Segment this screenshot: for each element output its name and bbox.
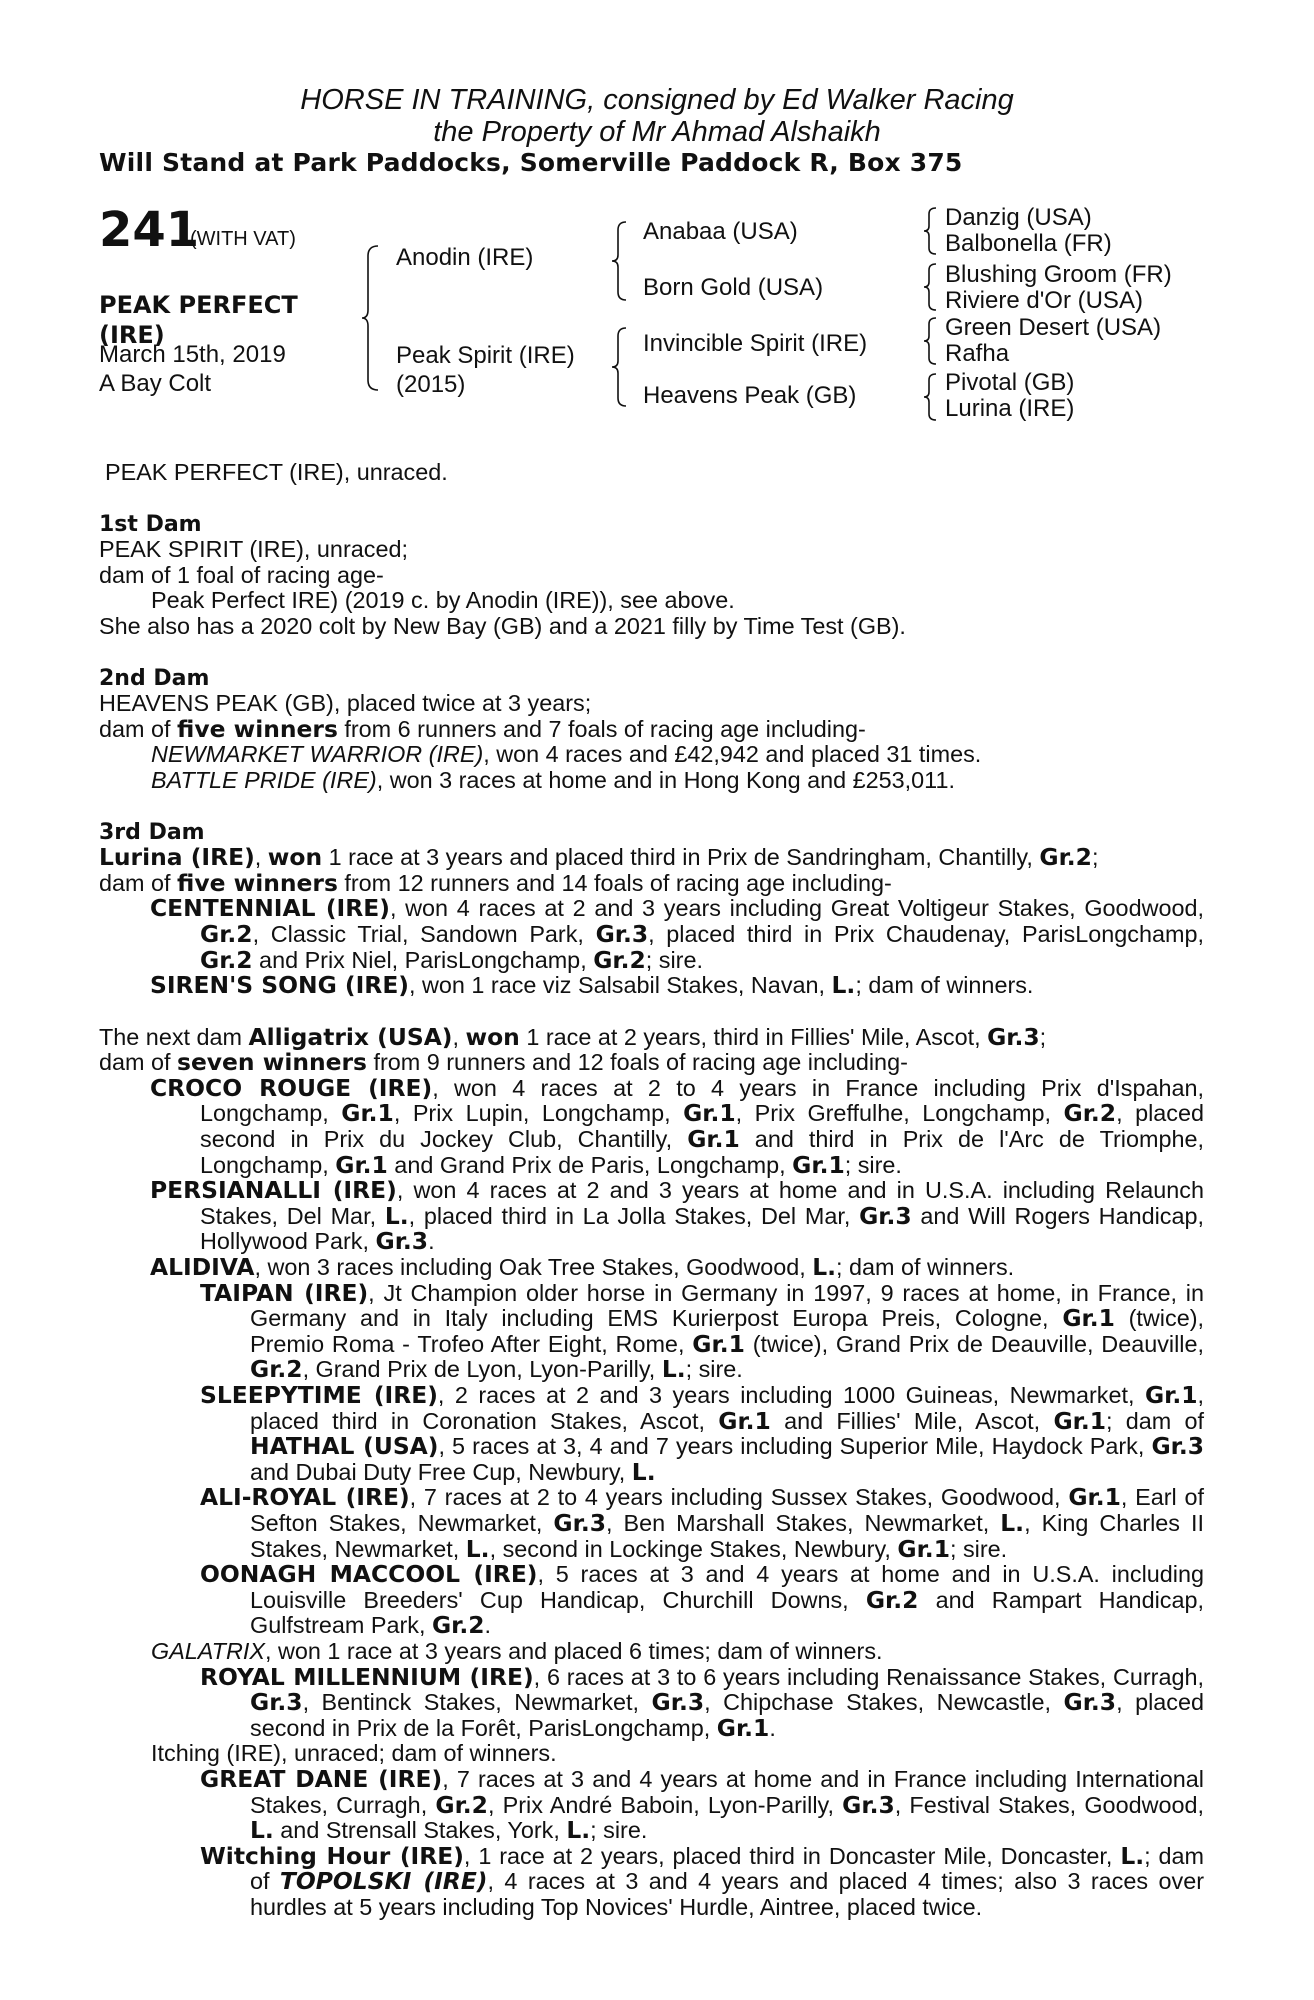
pedigree-brace-ss: [922, 206, 940, 256]
pedigree-dam-sire: Invincible Spirit (IRE): [643, 330, 868, 357]
first-dam-note: She also has a 2020 colt by New Bay (GB) and a 2021 filly by Time Test (GB).: [99, 612, 906, 639]
next-dam-line2: dam of seven winners from 9 runners and 12 foals of racing age including-: [99, 1048, 908, 1077]
first-dam-line1: PEAK SPIRIT (IRE), unraced;: [99, 536, 408, 563]
runner-alidiva: ALIDIVA, won 3 races including Oak Tree Stakes, Goodwood, L.; dam of winners.: [150, 1253, 1015, 1282]
pedigree-brace-main: [360, 244, 382, 392]
pedigree-sire-dam: Born Gold (USA): [643, 274, 824, 301]
first-dam-heading: 1st Dam: [99, 511, 202, 537]
runner-galatrix: GALATRIX, won 1 race at 3 years and placed 6 times; dam of winners.: [151, 1637, 883, 1664]
pedigree-sdd: Riviere d'Or (USA): [945, 287, 1143, 314]
pedigree-ddd: Lurina (IRE): [945, 395, 1075, 422]
pedigree-dam-year: (2015): [396, 371, 466, 398]
horse-name-line1: PEAK PERFECT: [99, 291, 298, 319]
pedigree-sire: Anodin (IRE): [396, 244, 534, 271]
pedigree-sds: Blushing Groom (FR): [945, 261, 1172, 288]
second-dam-line1: HEAVENS PEAK (GB), placed twice at 3 years;: [99, 690, 592, 717]
pedigree-dss: Green Desert (USA): [945, 314, 1162, 341]
first-dam-foal: Peak Perfect IRE) (2019 c. by Anodin (IRE)), see above.: [151, 587, 735, 614]
horse-description: A Bay Colt: [99, 370, 212, 397]
first-dam-line2: dam of 1 foal of racing age-: [99, 561, 384, 588]
pedigree-brace-dd: [922, 372, 940, 422]
runner-croco-rouge: CROCO ROUGE (IRE), won 4 races at 2 to 4 years in France including Prix d'Ispahan, Longchamp, Gr.1, Prix Lupin, Longchamp, Gr.1, Prix Greffulhe, Longchamp, Gr.2, placed second in Prix du Jockey Club, Chantilly, Gr.1 and third in Prix de l'Arc de Triomphe, Longchamp, Gr.1 and Grand Prix de Paris, Longchamp, Gr.1; sire.: [150, 1073, 1204, 1179]
runner-ali-royal: ALI-ROYAL (IRE), 7 races at 2 to 4 years including Sussex Stakes, Goodwood, Gr.1, Earl of Sefton Stakes, Newmarket, Gr.3, Ben Marshall Stakes, Newmarket, L., King Charles II Stakes, Newmarket, L., second in Lockinge Stakes, Newbury, Gr.1; sire.: [200, 1483, 1204, 1563]
third-dam-line2: dam of five winners from 12 runners and 14 foals of racing age including-: [99, 868, 892, 897]
header-location: Will Stand at Park Paddocks, Somerville Paddock R, Box 375: [99, 148, 963, 177]
next-dam-line1: The next dam Alligatrix (USA), won 1 race at 2 years, third in Fillies' Mile, Ascot, Gr.3;: [99, 1022, 1047, 1051]
third-dam-runner-centennial: CENTENNIAL (IRE), won 4 races at 2 and 3 years including Great Voltigeur Stakes, Goodwood, Gr.2, Classic Trial, Sandown Park, Gr.3, placed third in Prix Chaudenay, ParisLongchamp, Gr.2 and Prix Niel, ParisLongchamp, Gr.2; sire.: [150, 894, 1204, 974]
third-dam-heading: 3rd Dam: [99, 819, 205, 845]
header-property: the Property of Mr Ahmad Alshaikh: [433, 116, 881, 148]
first-dam-section: [99, 512, 1204, 640]
third-dam-runner-sirens-song: SIREN'S SONG (IRE), won 1 race viz Salsabil Stakes, Navan, L.; dam of winners.: [150, 971, 1034, 1000]
pedigree-dds: Pivotal (GB): [945, 369, 1075, 396]
pedigree-ssd: Balbonella (FR): [945, 230, 1112, 257]
pedigree-dsd: Rafha: [945, 340, 1010, 367]
second-dam-heading: 2nd Dam: [99, 665, 210, 691]
runner-sleepytime: SLEEPYTIME (IRE), 2 races at 2 and 3 years including 1000 Guineas, Newmarket, Gr.1, placed third in Coronation Stakes, Ascot, Gr.1 and Fillies' Mile, Ascot, Gr.1; dam of HATHAL (USA), 5 races at 3, 4 and 7 years including Superior Mile, Haydock Park, Gr.3 and Dubai Duty Free Cup, Newbury, L.: [200, 1381, 1205, 1486]
runner-oonagh-maccool: OONAGH MACCOOL (IRE), 5 races at 3 and 4 years at home and in U.S.A. including Louisville Breeders' Cup Handicap, Churchill Downs, Gr.2 and Rampart Handicap, Gulfstream Park, Gr.2.: [200, 1560, 1205, 1640]
second-dam-runner-1: NEWMARKET WARRIOR (IRE), won 4 races and £42,942 and placed 31 times.: [151, 741, 982, 768]
pedigree-brace-sire: [610, 220, 630, 302]
pedigree-sire-sire: Anabaa (USA): [643, 218, 798, 245]
next-dam-section: [99, 1022, 1205, 1921]
runner-royal-millennium: ROYAL MILLENNIUM (IRE), 6 races at 3 to 6 years including Renaissance Stakes, Curragh, Gr.3, Bentinck Stakes, Newmarket, Gr.3, Chipchase Stakes, Newcastle, Gr.3, placed second in Prix de la Forêt, ParisLongchamp, Gr.1.: [200, 1662, 1204, 1742]
pedigree-sss: Danzig (USA): [945, 204, 1092, 231]
pedigree-notes: [99, 460, 1204, 1920]
second-dam-section: [99, 666, 1204, 794]
horse-name-line2: (IRE): [99, 321, 165, 349]
third-dam-section: [99, 820, 1204, 999]
intro-line: PEAK PERFECT (IRE), unraced.: [105, 459, 448, 485]
pedigree-dam: Peak Spirit (IRE): [396, 342, 575, 369]
pedigree-brace-sd: [922, 262, 940, 312]
runner-great-dane: GREAT DANE (IRE), 7 races at 3 and 4 years at home and in France including International Stakes, Curragh, Gr.2, Prix André Baboin, Lyon-Parilly, Gr.3, Festival Stakes, Goodwood, L. and Strensall Stakes, York, L.; sire.: [200, 1764, 1205, 1845]
foaling-date: March 15th, 2019: [99, 341, 286, 368]
second-dam-line2: dam of five winners from 6 runners and 7 foals of racing age including-: [99, 714, 866, 743]
pedigree-brace-dam: [610, 326, 630, 408]
runner-taipan: TAIPAN (IRE), Jt Champion older horse in Germany in 1997, 9 races at home, in France, in Germany and in Italy including EMS Kurierpost Europa Preis, Cologne, Gr.1 (twice), Premio Roma - Trofeo After Eight, Rome, Gr.1 (twice), Grand Prix de Deauville, Deauville, Gr.2, Grand Prix de Lyon, Lyon-Parilly, L.; sire.: [200, 1278, 1205, 1384]
runner-itching: Itching (IRE), unraced; dam of winners.: [151, 1740, 557, 1767]
header-consignor: HORSE IN TRAINING, consigned by Ed Walker Racing: [300, 84, 1014, 116]
runner-witching-hour: Witching Hour (IRE), 1 race at 2 years, placed third in Doncaster Mile, Doncaster, L.; dam of TOPOLSKI (IRE), 4 races at 3 and 4 years and placed 4 times; also 3 races over hurdles at 5 years including Top Novices' Hurdle, Aintree, placed twice.: [200, 1841, 1205, 1920]
second-dam-runner-2: BATTLE PRIDE (IRE), won 3 races at home and in Hong Kong and £253,011.: [151, 766, 955, 793]
pedigree-dam-dam: Heavens Peak (GB): [643, 382, 857, 409]
lot-number: 241: [99, 202, 200, 258]
runner-persianalli: PERSIANALLI (IRE), won 4 races at 2 and 3 years at home and in U.S.A. including Relaunch Stakes, Del Mar, L., placed third in La Jolla Stakes, Del Mar, Gr.3 and Will Rogers Handicap, Hollywood Park, Gr.3.: [150, 1176, 1205, 1256]
horse-info: [99, 340, 286, 398]
third-dam-line1: Lurina (IRE), won 1 race at 3 years and placed third in Prix de Sandringham, Chantilly, Gr.2;: [99, 843, 1099, 872]
vat-note: (WITH VAT): [190, 228, 296, 250]
pedigree-brace-ds: [922, 316, 940, 366]
